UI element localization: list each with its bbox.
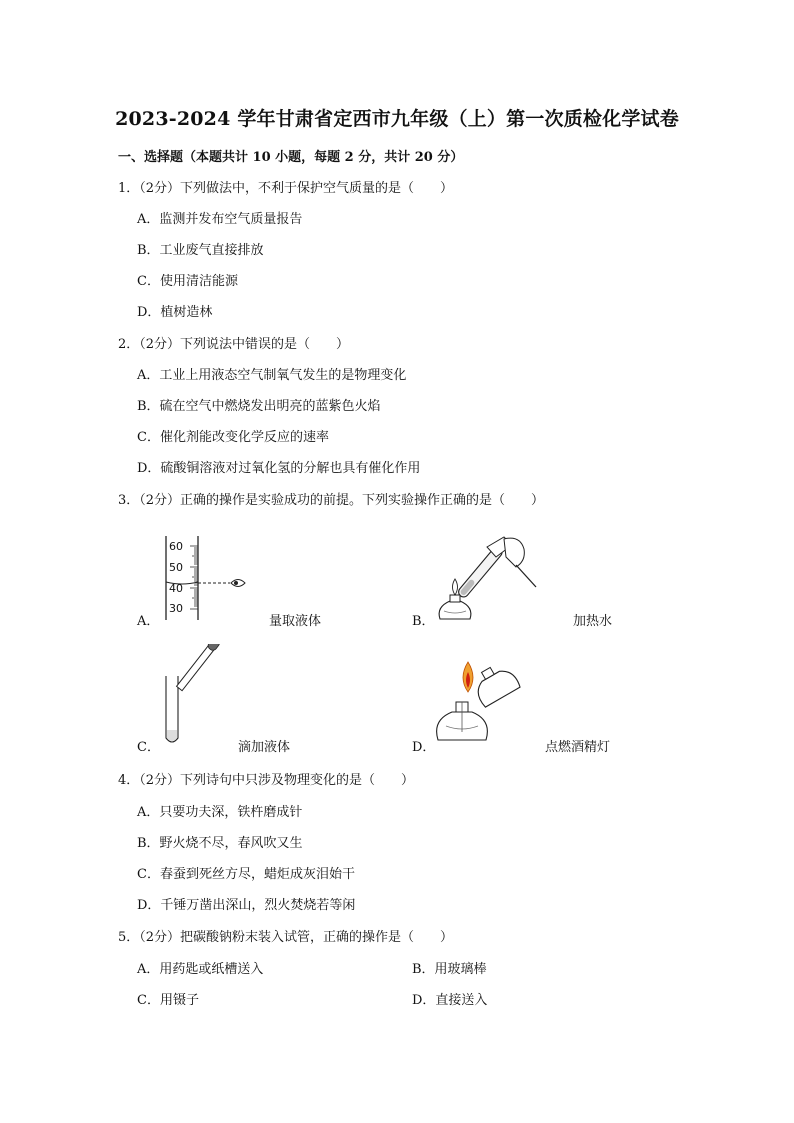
question-1-option-a: A．监测并发布空气质量报告: [137, 212, 303, 227]
question-3-stem: 3．（2分）正确的操作是实验成功的前提。下列实验操作正确的是（ ）: [118, 493, 545, 508]
figure-heating-test-tube: [432, 527, 542, 627]
question-3-option-a-caption: 量取液体: [269, 614, 322, 629]
question-3-option-c-letter: C．: [137, 740, 160, 755]
cylinder-tick-30: 30: [169, 602, 183, 615]
question-4-stem: 4．（2分）下列诗句中只涉及物理变化的是（ ）: [118, 773, 415, 788]
question-5-option-d: D．直接送入: [412, 993, 488, 1008]
eye-icon: [230, 576, 246, 590]
question-3-option-c-caption: 滴加液体: [238, 740, 291, 755]
question-4-option-a: A．只要功夫深，铁杵磨成针: [137, 805, 303, 820]
question-1-option-c: C．使用清洁能源: [137, 274, 238, 289]
question-4-option-b: B．野火烧不尽，春风吹又生: [137, 836, 303, 851]
question-5-option-b: B．用玻璃棒: [412, 962, 487, 977]
question-2-option-d: D．硫酸铜溶液对过氧化氢的分解也具有催化作用: [137, 461, 421, 476]
question-3-option-b-letter: B．: [412, 614, 435, 629]
question-3-option-a-letter: A．: [137, 614, 160, 629]
figure-graduated-cylinder: [160, 536, 255, 624]
question-4-option-d: D．千锤万凿出深山，烈火焚烧若等闲: [137, 898, 356, 913]
question-2-stem: 2．（2分）下列说法中错误的是（ ）: [118, 337, 350, 352]
section-heading: 一、选择题（本题共计 10 小题，每题 2 分，共计 20 分）: [118, 150, 464, 165]
question-1-stem: 1．（2分）下列做法中，不利于保护空气质量的是（ ）: [118, 181, 454, 196]
question-5-stem: 5．（2分）把碳酸钠粉末装入试管，正确的操作是（ ）: [118, 930, 454, 945]
page-title: 2023-2024 学年甘肃省定西市九年级（上）第一次质检化学试卷: [115, 108, 679, 130]
figure-dropper-test-tube: [160, 644, 220, 748]
cylinder-tick-60: 60: [169, 540, 183, 553]
question-2-option-a: A．工业上用液态空气制氧气发生的是物理变化: [137, 368, 407, 383]
question-1-option-d: D．植树造林: [137, 305, 213, 320]
question-5-option-a: A．用药匙或纸槽送入: [137, 962, 264, 977]
question-3-option-d-letter: D．: [412, 740, 436, 755]
figure-lighting-alcohol-lamp: [432, 656, 532, 744]
question-1-option-b: B．工业废气直接排放: [137, 243, 264, 258]
question-5-option-c: C．用镊子: [137, 993, 199, 1008]
cylinder-tick-50: 50: [169, 561, 183, 574]
question-2-option-c: C．催化剂能改变化学反应的速率: [137, 430, 329, 445]
question-3-option-b-caption: 加热水: [573, 614, 613, 629]
question-3-option-d-caption: 点燃酒精灯: [545, 740, 611, 755]
cylinder-tick-40: 40: [169, 582, 183, 595]
question-2-option-b: B．硫在空气中燃烧发出明亮的蓝紫色火焰: [137, 399, 381, 414]
question-4-option-c: C．春蚕到死丝方尽，蜡炬成灰泪始干: [137, 867, 355, 882]
